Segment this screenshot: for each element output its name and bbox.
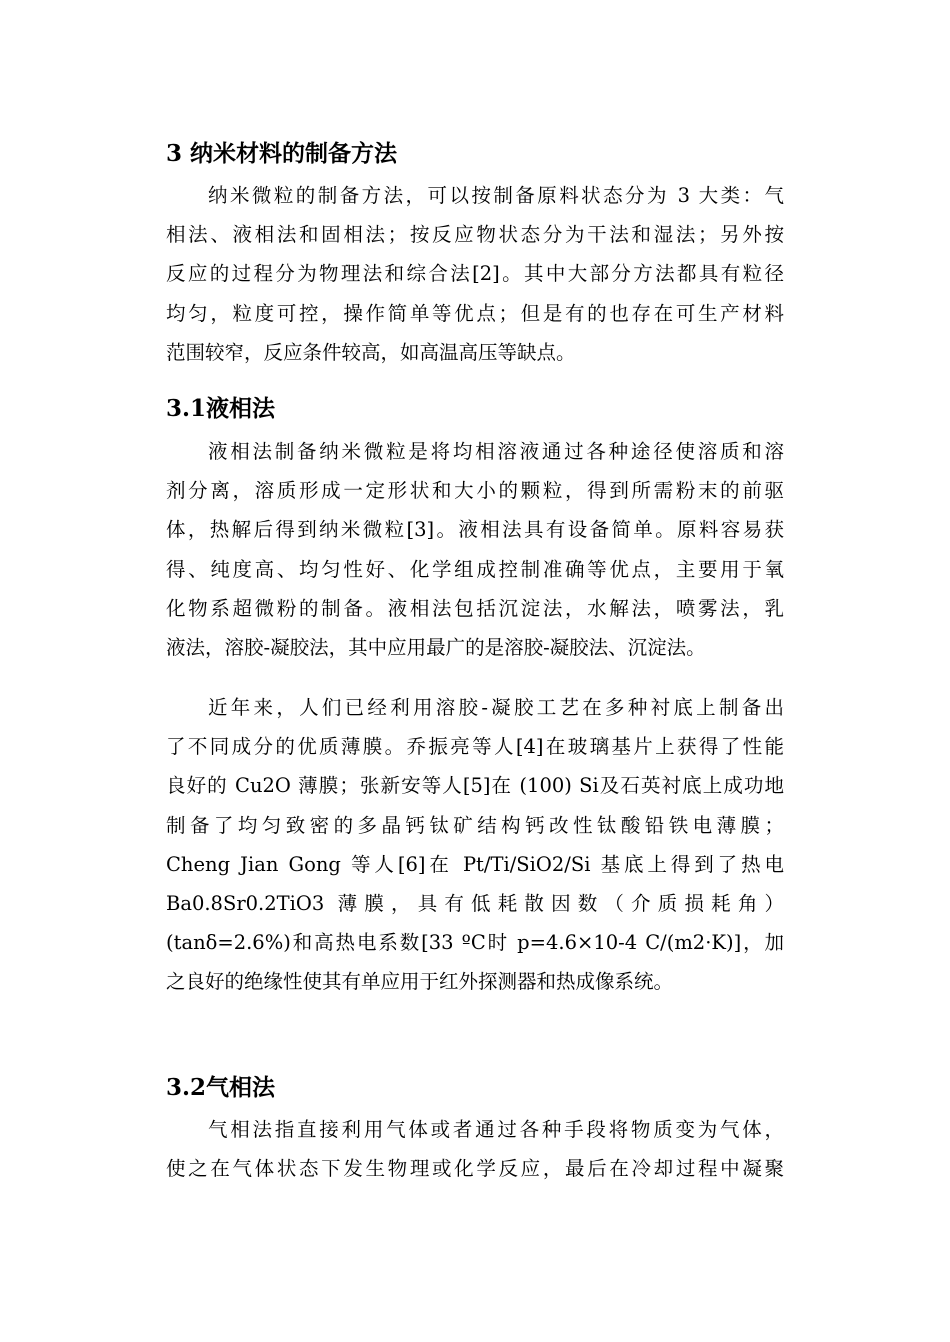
section-3-1-paragraph-1 bbox=[166, 432, 784, 667]
paragraph-line: 相法、液相法和固相法；按反应物状态分为干法和湿法；另外按 bbox=[166, 223, 784, 247]
paragraph-line: 反应的过程分为物理法和综合法[2]。其中大部分方法都具有粒径 bbox=[166, 262, 784, 286]
paragraph-line: 良好的 Cu2O 薄膜；张新安等人[5]在 (100) Si及石英衬底上成功地 bbox=[166, 774, 784, 798]
section-3-2-heading: 3.2气相法 bbox=[166, 1074, 276, 1101]
section-3-1-heading: 3.1液相法 bbox=[166, 395, 276, 422]
paragraph-line: (tanδ=2.6%)和高热电系数[33 ºC时 p=4.6×10-4 C/(m2·K)]，加 bbox=[166, 931, 784, 955]
paragraph-line: 使之在气体状态下发生物理或化学反应，最后在冷却过程中凝聚 bbox=[166, 1157, 784, 1181]
paragraph-line: 液法，溶胶-凝胶法，其中应用最广的是溶胶-凝胶法、沉淀法。 bbox=[166, 635, 706, 659]
paragraph-line: 之良好的绝缘性使其有单应用于红外探测器和热成像系统。 bbox=[166, 970, 674, 994]
paragraph-line: 了不同成分的优质薄膜。乔振亮等人[4]在玻璃基片上获得了性能 bbox=[166, 735, 784, 759]
paragraph-line: 均匀，粒度可控，操作简单等优点；但是有的也存在可生产材料 bbox=[166, 301, 784, 325]
paragraph-line: Cheng Jian Gong 等人[6]在 Pt/Ti/SiO2/Si 基底上得到了热电 bbox=[166, 852, 784, 876]
paragraph-line: 液相法制备纳米微粒是将均相溶液通过各种途径使溶质和溶 bbox=[208, 440, 784, 463]
paragraph-line: 得、纯度高、均匀性好、化学组成控制准确等优点，主要用于氧 bbox=[166, 557, 784, 581]
section-3-paragraph bbox=[166, 176, 784, 372]
paragraph-line: 剂分离，溶质形成一定形状和大小的颗粒，得到所需粉末的前驱 bbox=[166, 479, 784, 503]
section-3-2-paragraph bbox=[166, 1110, 784, 1188]
paragraph-line: 范围较窄，反应条件较高，如高温高压等缺点。 bbox=[166, 340, 576, 364]
paragraph-line: Ba0.8Sr0.2TiO3 薄膜，具有低耗散因数（介质损耗角） bbox=[166, 891, 784, 915]
section-3-heading: 3 纳米材料的制备方法 bbox=[166, 140, 398, 167]
paragraph-line: 近年来，人们已经利用溶胶-凝胶工艺在多种衬底上制备出 bbox=[208, 696, 784, 719]
paragraph-line: 制备了均匀致密的多晶钙钛矿结构钙改性钛酸铅铁电薄膜； bbox=[166, 813, 784, 837]
paragraph-line: 气相法指直接利用气体或者通过各种手段将物质变为气体， bbox=[208, 1118, 784, 1141]
section-3-1-paragraph-2 bbox=[166, 688, 784, 1002]
paragraph-line: 化物系超微粉的制备。液相法包括沉淀法，水解法，喷雾法，乳 bbox=[166, 596, 784, 620]
paragraph-line: 纳米微粒的制备方法，可以按制备原料状态分为 3 大类：气 bbox=[208, 184, 784, 207]
paragraph-line: 体，热解后得到纳米微粒[3]。液相法具有设备简单。原料容易获 bbox=[166, 518, 784, 542]
